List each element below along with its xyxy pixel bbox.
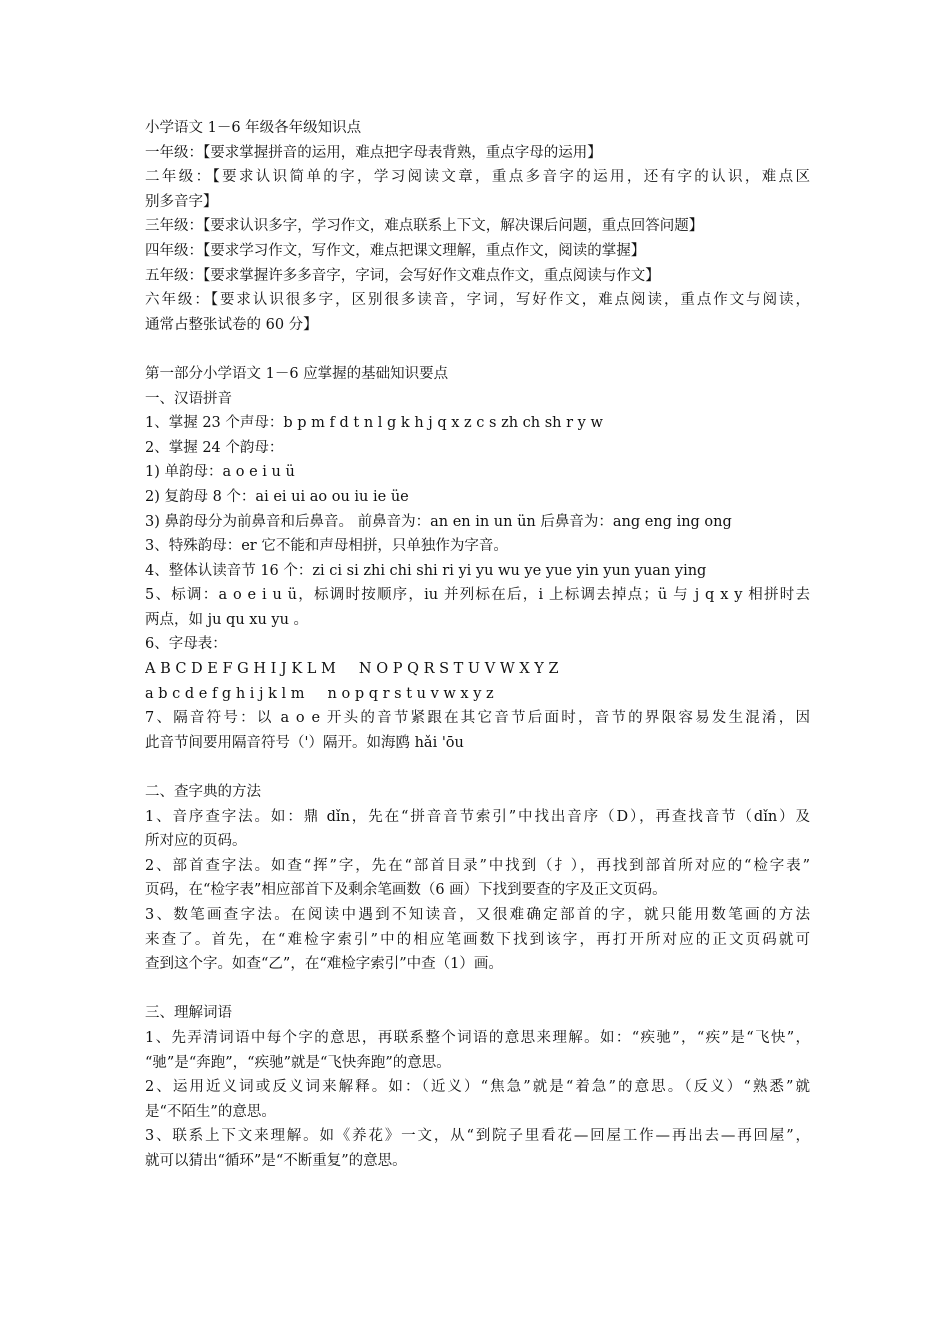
grade-3-line: 三年级：【要求认识多字，学习作文，难点联系上下文，解决课后问题，重点回答问题】 bbox=[145, 218, 704, 235]
grade-4-line: 四年级：【要求学习作文，写作文，难点把课文理解，重点作文，阅读的掌握】 bbox=[145, 242, 646, 259]
section-dictionary-heading: 二、查字典的方法 bbox=[145, 784, 261, 801]
document-page bbox=[145, 116, 810, 1174]
dictionary-item-2: 2、部首查字法。如查“挥”字，先在“部首目录”中找到（扌），再找到部首所对应的“检字表” bbox=[145, 857, 810, 874]
pinyin-item-4: 4、整体认读音节 16 个：zi ci si zhi chi shi ri yi yu wu ye yue yin yun yuan ying bbox=[145, 562, 707, 579]
words-item-3-cont: 就可以猜出“循环”是“不断重复”的意思。 bbox=[145, 1152, 407, 1169]
words-item-3: 3、联系上下文来理解。如《养花》一文，从“到院子里看花—回屋工作—再出去—再回屋”， bbox=[145, 1128, 810, 1145]
pinyin-item-5: 5、标调：a o e i u ü，标调时按顺序，iu 并列标在后，i 上标调去掉点；ü 与 j q x y 相拼时去 bbox=[145, 587, 810, 604]
dictionary-item-1-cont: 所对应的页码。 bbox=[145, 833, 247, 850]
part-one-heading: 第一部分小学语文 1－6 应掌握的基础知识要点 bbox=[145, 365, 449, 382]
pinyin-item-2: 2、掌握 24 个韵母： bbox=[145, 439, 284, 456]
grade-6-line-cont: 通常占整张试卷的 60 分】 bbox=[145, 316, 318, 333]
pinyin-item-5-cont: 两点，如 ju qu xu yu 。 bbox=[145, 611, 309, 628]
blank-line bbox=[145, 977, 810, 1002]
dictionary-item-3: 3、数笔画查字法。在阅读中遇到不知读音，又很难确定部首的字，就只能用数笔画的方法 bbox=[145, 907, 810, 923]
grade-2-line: 二年级：【要求认识简单的字，学习阅读文章，重点多音字的运用，还有字的认识，难点区 bbox=[145, 169, 810, 186]
grade-1-line: 一年级：【要求掌握拼音的运用，难点把字母表背熟，重点字母的运用】 bbox=[145, 144, 602, 161]
alphabet-lowercase: a b c d e f g h i j k l m n o p q r s t u v w x y z bbox=[145, 685, 494, 702]
dictionary-item-2-cont: 页码，在“检字表”相应部首下及剩余笔画数（6 画）下找到要查的字及正文页码。 bbox=[145, 882, 667, 899]
pinyin-subitem-3: 3) 鼻韵母分为前鼻音和后鼻音。 前鼻音为：an en in un ün 后鼻音为：ang eng ing ong bbox=[145, 513, 732, 530]
pinyin-subitem-1: 1) 单韵母：a o e i u ü bbox=[145, 464, 295, 481]
pinyin-item-1: 1、掌握 23 个声母：b p m f d t n l g k h j q x z c s zh ch sh r y w bbox=[145, 415, 603, 432]
grade-6-line: 六年级：【要求认识很多字，区别很多读音，字词，写好作文，难点阅读，重点作文与阅读， bbox=[145, 292, 810, 309]
grade-2-line-cont: 别多音字】 bbox=[145, 193, 218, 210]
section-pinyin-heading: 一、汉语拼音 bbox=[145, 390, 232, 407]
pinyin-item-7: 7、隔音符号：以 a o e 开头的音节紧跟在其它音节后面时，音节的界限容易发生混淆，因 bbox=[145, 710, 810, 727]
pinyin-subitem-2: 2) 复韵母 8 个：ai ei ui ao ou iu ie üe bbox=[145, 488, 409, 505]
blank-line bbox=[145, 755, 810, 780]
pinyin-item-6: 6、字母表： bbox=[145, 636, 227, 653]
pinyin-item-3: 3、特殊韵母：er 它不能和声母相拼，只单独作为字音。 bbox=[145, 538, 508, 555]
pinyin-item-7-cont: 此音节间要用隔音符号（'）隔开。如海鸥 hǎi 'ōu bbox=[145, 734, 464, 751]
grade-5-line: 五年级：【要求掌握许多多音字，字词，会写好作文难点作文，重点阅读与作文】 bbox=[145, 267, 660, 284]
words-item-1: 1、先弄清词语中每个字的意思，再联系整个词语的意思来理解。如：“疾驰”，“疾”是“飞快”， bbox=[145, 1029, 810, 1046]
section-words-heading: 三、理解词语 bbox=[145, 1005, 232, 1022]
words-item-1-cont: “驰”是“奔跑”，“疾驰”就是“飞快奔跑”的意思。 bbox=[145, 1054, 451, 1071]
blank-line bbox=[145, 337, 810, 362]
dictionary-item-3-cont-2: 查到这个字。如查“乙”，在“难检字索引”中查（1）画。 bbox=[145, 956, 503, 973]
doc-title: 小学语文 1－6 年级各年级知识点 bbox=[145, 120, 362, 136]
dictionary-item-3-cont: 来查了。首先，在“难检字索引”中的相应笔画数下找到该字，再打开所对应的正文页码就可 bbox=[145, 931, 810, 948]
dictionary-item-1: 1、音序查字法。如：鼎 dǐn，先在“拼音音节索引”中找出音序（D），再查找音节（dǐn）及 bbox=[145, 808, 810, 825]
alphabet-uppercase: A B C D E F G H I J K L M N O P Q R S T U V W X Y Z bbox=[145, 661, 559, 678]
words-item-2: 2、运用近义词或反义词来解释。如：（近义）“焦急”就是“着急”的意思。（反义）“熟悉”就 bbox=[145, 1079, 810, 1096]
words-item-2-cont: 是“不陌生”的意思。 bbox=[145, 1103, 276, 1120]
